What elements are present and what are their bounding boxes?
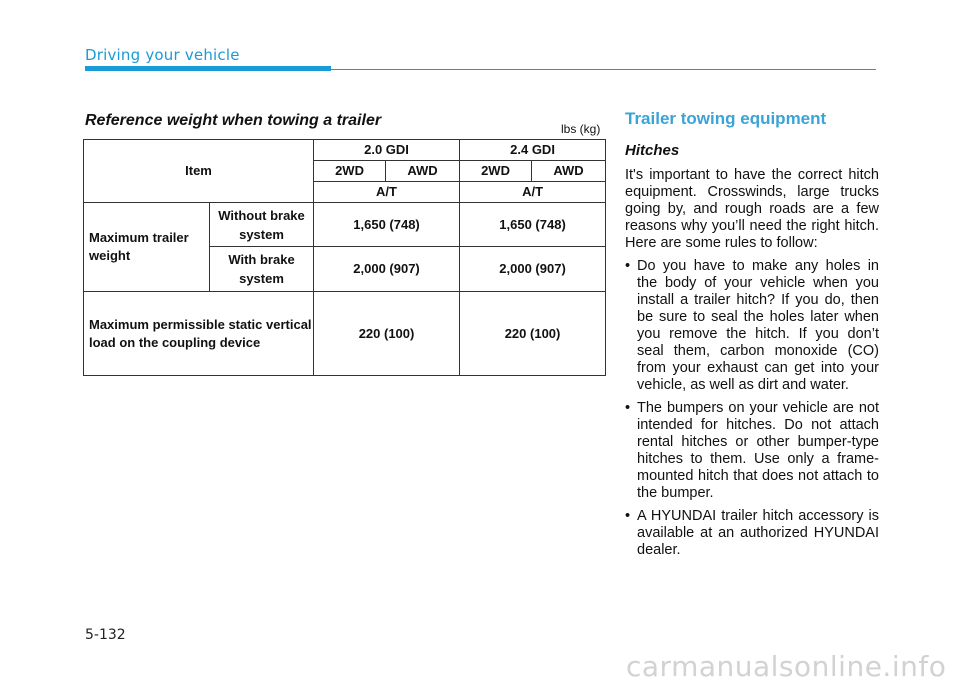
static-load-value: 220 (100) xyxy=(314,292,460,376)
with-brake-label: With brake system xyxy=(210,247,314,292)
weight-value: 1,650 (748) xyxy=(314,203,460,247)
transmission-header-1: A/T xyxy=(314,182,460,203)
weight-value: 2,000 (907) xyxy=(314,247,460,292)
intro-paragraph: It's important to have the correct hitch equipment. Crosswinds, large trucks going by, and rough roads are a few reasons why you’ll need the right hitch. Here are some rules to follow: xyxy=(625,167,879,251)
drive-header: AWD xyxy=(532,161,606,182)
bullet-list xyxy=(625,258,879,559)
bullet-dot: • xyxy=(625,400,631,416)
engine-header-1: 2.0 GDI xyxy=(314,140,460,161)
engine-header-2: 2.4 GDI xyxy=(460,140,606,161)
drive-header: 2WD xyxy=(460,161,532,182)
drive-header: 2WD xyxy=(314,161,386,182)
item-header: Item xyxy=(84,140,314,203)
page-number: 5-132 xyxy=(85,627,126,643)
section-header: Driving your vehicle xyxy=(85,46,240,64)
max-trailer-weight-label: Maximum trailer weight xyxy=(84,203,210,292)
transmission-header-2: A/T xyxy=(460,182,606,203)
subsection-title: Hitches xyxy=(625,142,680,159)
bullet-dot: • xyxy=(625,508,631,524)
list-item xyxy=(625,258,879,394)
header-rule-thin xyxy=(331,69,876,70)
static-load-value: 220 (100) xyxy=(460,292,606,376)
section-title: Trailer towing equipment xyxy=(625,109,827,128)
bullet-dot: • xyxy=(625,258,631,274)
weight-value: 1,650 (748) xyxy=(460,203,606,247)
list-item-text: Do you have to make any holes in the body of your vehicle when you install a trailer hitch? If you do, then be sure to seal the holes later when you remove the hitch. If you don’t seal them, carbon monoxide (CO) from your exhaust can get into your vehicle, as well as dirt and water. xyxy=(637,258,879,393)
header-rule-thick xyxy=(85,66,331,71)
table-title: Reference weight when towing a trailer xyxy=(85,112,382,129)
list-item-text: A HYUNDAI trailer hitch accessory is available at an authorized HYUNDAI dealer. xyxy=(637,508,879,558)
towing-weight-table xyxy=(83,139,606,376)
units-label: lbs (kg) xyxy=(561,122,601,136)
without-brake-label: Without brake system xyxy=(210,203,314,247)
weight-value: 2,000 (907) xyxy=(460,247,606,292)
list-item xyxy=(625,508,879,559)
trailer-equipment-section xyxy=(625,108,879,565)
list-item xyxy=(625,400,879,502)
watermark[interactable]: carmanualsonline.info xyxy=(626,650,947,683)
drive-header: AWD xyxy=(386,161,460,182)
static-load-label: Maximum permissible static vertical load on the coupling device xyxy=(84,292,314,376)
list-item-text: The bumpers on your vehicle are not intended for hitches. Do not attach rental hitches or other bumper-type hitches to them. Use only a frame-mounted hitch that does not attach to the bumper. xyxy=(637,400,879,501)
